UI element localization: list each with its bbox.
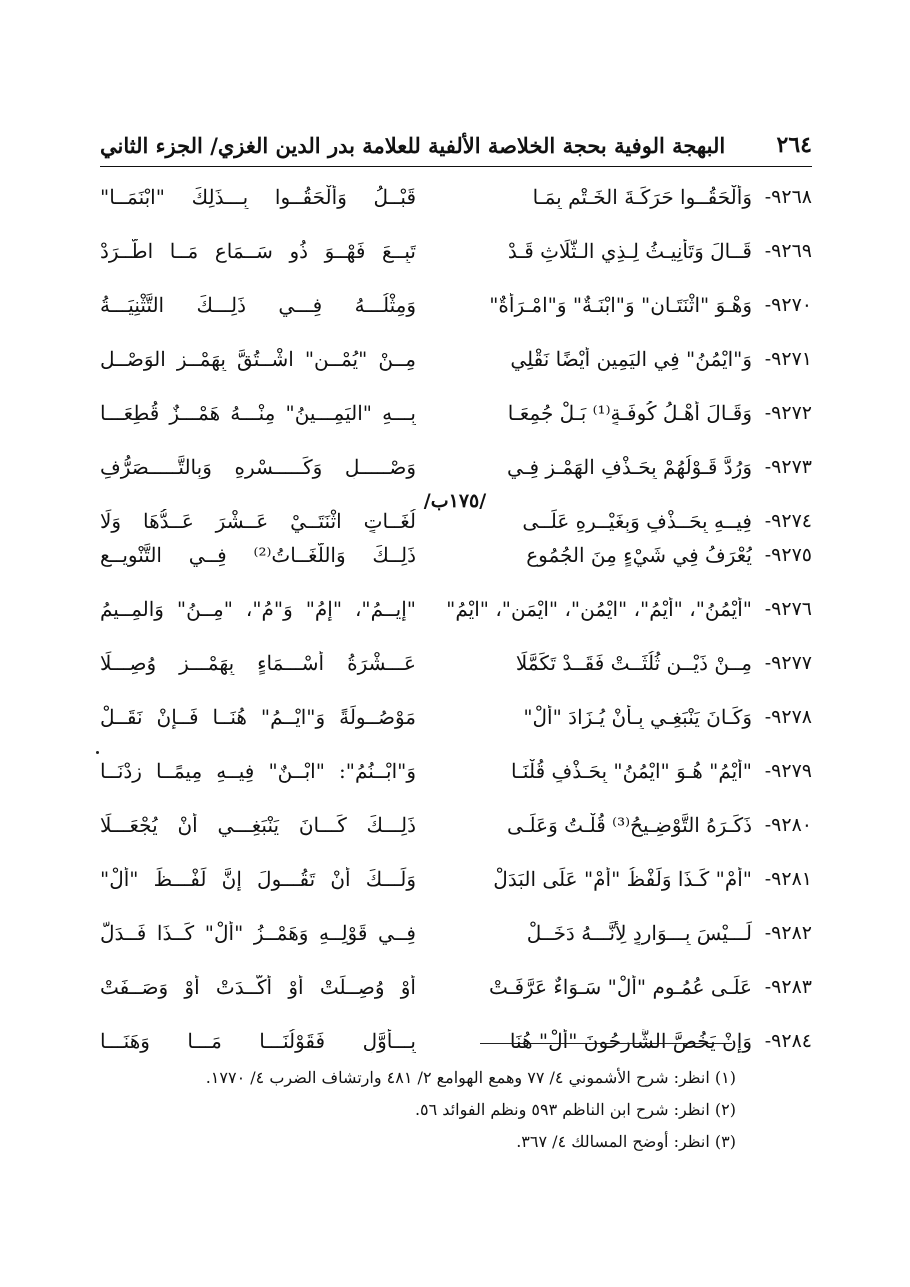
verse-row bbox=[100, 528, 812, 582]
footnote: (٢) انظر: شرح ابن الناظم ٥٩٣ ونظم الفوائد ٥٦. bbox=[414, 1100, 736, 1119]
second-hemistich: وَمِثْلُـــهُ فِـــي ذَلِـــكَ التَّثْنِيَـــةُ bbox=[100, 293, 416, 317]
first-hemistich: قَــالَ وَتَأْنِيـثُ لِـذِي الـثَّلَاثِ قَـدْ bbox=[507, 239, 752, 263]
verse-row bbox=[100, 798, 812, 852]
first-hemistich: فِيــهِ بِحَــذْفٍ وَبِغَيْــرِهِ عَلَــى bbox=[522, 509, 752, 533]
verse-row bbox=[100, 332, 812, 386]
second-hemistich: مَوْصُــولَةً وَ"ايْــمُ" هُنَــا فَــإِنْ نَقَــلْ bbox=[100, 705, 416, 729]
first-hemistich: وَأَلْحَقُــوا حَرَكَـةَ الخَـتْمِ بِمَـا bbox=[532, 185, 752, 209]
second-hemistich: بِـــهِ "اليَمِـــينُ" مِنْـــهُ هَمْـــزٌ قُطِعَـــا bbox=[100, 401, 416, 425]
verse-row bbox=[100, 960, 812, 1014]
second-hemistich: فِــي قَوْلِــهِ وَهَمْــزُ "أَلْ" كَــذَا فَــدَلّ bbox=[100, 921, 416, 945]
first-hemistich: "أَيْمُ" هُـوَ "ايْمُنُ" بِحَـذْفٍ قُلْنَـا bbox=[510, 759, 752, 783]
running-title: البهجة الوفية بحجة الخلاصة الألفية للعلامة بدر الدين الغزي/ الجزء الثاني bbox=[100, 132, 726, 158]
verse-row bbox=[100, 440, 812, 494]
first-hemistich: ذَكَـرَهُ التَّوْضِـيحُ⁽³⁾ قُلْـتُ وَعَلَـى bbox=[507, 813, 752, 837]
second-hemistich: بِـــأَوَّلٍ فَقَوْلُنَـــا مَـــا وَهَنَـــا bbox=[100, 1029, 416, 1053]
verse-number: ٩٢٧٣- bbox=[764, 456, 812, 478]
folio-marker: /١٧٥ب/ bbox=[423, 490, 487, 512]
footnote-rule bbox=[480, 1043, 732, 1044]
verse-row bbox=[100, 224, 812, 278]
footnote: (٣) انظر: أوضح المسالك ٤/ ٣٦٧. bbox=[516, 1132, 736, 1151]
second-hemistich: لُغَــاتٍ اثْنَتَــيْ عَــشْرَ عَــدُّهَا وَلَا bbox=[100, 509, 416, 533]
second-hemistich: مِــنْ "يُمْــنٍ" اشْــتُقَّ بِهَمْــزِ الوَصْــلِ bbox=[100, 347, 416, 371]
verse-number: ٩٢٧١- bbox=[764, 348, 812, 370]
verse-number: ٩٢٨١- bbox=[764, 868, 812, 890]
verse-number: ٩٢٧٧- bbox=[764, 652, 812, 674]
verse-row bbox=[100, 278, 812, 332]
first-hemistich: وَقَـالَ أَهْـلُ كُوفَـةٍ⁽¹⁾ بَـلْ جُمِعَـا bbox=[507, 401, 752, 425]
first-hemistich: وَإِنْ يَخُصَّ الشَّارِحُونَ "أَلْ" هُنَا bbox=[509, 1029, 752, 1053]
verse-number: ٩٢٧٦- bbox=[764, 598, 812, 620]
verse-number: ٩٢٧٨- bbox=[764, 706, 812, 728]
second-hemistich: تَبِــعَ فَهْــوَ ذُو سَــمَاعٍ مَــا اطَّــرَدْ bbox=[100, 239, 416, 263]
verse-block-bottom bbox=[100, 528, 812, 1068]
first-hemistich: عَلَـى عُمُـومِ "أَلْ" سَـوَاءٌ عَرَّفَـتْ bbox=[488, 975, 752, 999]
verse-number: ٩٢٨٢- bbox=[764, 922, 812, 944]
first-hemistich: وَكَـانَ يَنْبَغِـي بِـأَنْ يُـزَادَ "أَلْ" bbox=[523, 705, 752, 729]
page-number: ٢٦٤ bbox=[776, 132, 812, 158]
first-hemistich: وَرُدَّ قَـوْلُهُمْ بِحَـذْفِ الهَمْـزِ فِـي bbox=[506, 455, 752, 479]
verse-row bbox=[100, 744, 812, 798]
verse-number: ٩٢٧٤- bbox=[764, 510, 812, 532]
second-hemistich: أَوْ وُصِــلَتْ أَوْ أَكَّــدَتْ أَوْ وَصَــفَتْ bbox=[100, 975, 416, 999]
footnotes bbox=[100, 1062, 736, 1158]
second-hemistich: عَـــشْرَةُ أَسْـــمَاءٍ بِهَمْـــزٍ وُصِـــلَا bbox=[100, 651, 416, 675]
verse-row bbox=[100, 170, 812, 224]
verse-row bbox=[100, 906, 812, 960]
second-hemistich: وَ"ابْــنُمُ": "ابْــنٌ" فِيــهِ مِيمًــا زِدْنَــا bbox=[100, 759, 416, 783]
second-hemistich: ذَلِــكَ وَاللُّغَــاتُ⁽²⁾ فِــي التَّنْوِيــعِ bbox=[100, 543, 416, 567]
verse-number: ٩٢٨٠- bbox=[764, 814, 812, 836]
second-hemistich: وَلَـــكَ أَنْ تَقُـــولَ إِنَّ لَفْـــظَ "أَلْ" bbox=[100, 867, 416, 891]
verse-number: ٩٢٧٠- bbox=[764, 294, 812, 316]
first-hemistich: مِــنْ ذَيْــنِ ثُلُثَــتْ فَقَــدْ تَكَمَّلَا bbox=[515, 651, 752, 675]
verse-row bbox=[100, 852, 812, 906]
second-hemistich: قَبْــلُ وَأَلْحَقُــوا بِـــذَلِكَ "ابْنَمَــا" bbox=[100, 185, 416, 209]
second-hemistich: وَصْـــــلٍ وَكَـــــسْرِهِ وَبِالتَّـــــصَرُّفِ bbox=[100, 455, 416, 479]
header-rule bbox=[100, 166, 812, 167]
verse-number: ٩٢٦٩- bbox=[764, 240, 812, 262]
verse-number: ٩٢٧٢- bbox=[764, 402, 812, 424]
page-header bbox=[100, 126, 812, 164]
first-hemistich: وَهْـوَ "اثْنَتَـانِ" وَ"ابْنَـةٌ" وَ"امْـرَأَةٌ" bbox=[489, 293, 752, 317]
second-hemistich: ذَلِـــكَ كَـــانَ يَنْبَغِـــي أَنْ يُجْعَـــلَا bbox=[100, 813, 416, 837]
verse-row bbox=[100, 582, 812, 636]
verse-number: ٩٢٨٤- bbox=[764, 1030, 812, 1052]
second-hemistich: "إِيــمُ"، "إِمُ" وَ"مُ"، "مِــنُ" وَالمِــيمُ bbox=[100, 597, 416, 621]
verse-number: ٩٢٦٨- bbox=[764, 186, 812, 208]
first-hemistich: وَ"ايْمُنُ" فِي اليَمِينِ أَيْضًا نَقْلِي bbox=[510, 347, 752, 371]
verse-number: ٩٢٧٩- bbox=[764, 760, 812, 782]
verse-row bbox=[100, 1014, 812, 1068]
stray-mark bbox=[96, 751, 99, 754]
verse-row bbox=[100, 386, 812, 440]
first-hemistich: لَـــيْسَ بِـــوَارِدٍ لِأَنَّـــهُ دَخَــلْ bbox=[526, 921, 752, 945]
verse-number: ٩٢٧٥- bbox=[764, 544, 812, 566]
footnote: (١) انظر: شرح الأشموني ٤/ ٧٧ وهمع الهوامع ٢/ ٤٨١ وارتشاف الضرب ٤/ ١٧٧٠. bbox=[205, 1068, 736, 1087]
verse-row bbox=[100, 636, 812, 690]
first-hemistich: "أَمْ" كَـذَا وَلَفْظُ "أَمْ" عَلَى البَدَلْ bbox=[493, 867, 752, 891]
first-hemistich: "أَيْمُنُ"، "أَيْمُ"، "ايْمُنِ"، "ايْمَنِ"، "ايْمُ" bbox=[446, 597, 752, 621]
first-hemistich: يُعْرَفُ فِي شَيْءٍ مِنَ الجُمُوعِ bbox=[526, 543, 752, 567]
verse-number: ٩٢٨٣- bbox=[764, 976, 812, 998]
verse-row bbox=[100, 690, 812, 744]
